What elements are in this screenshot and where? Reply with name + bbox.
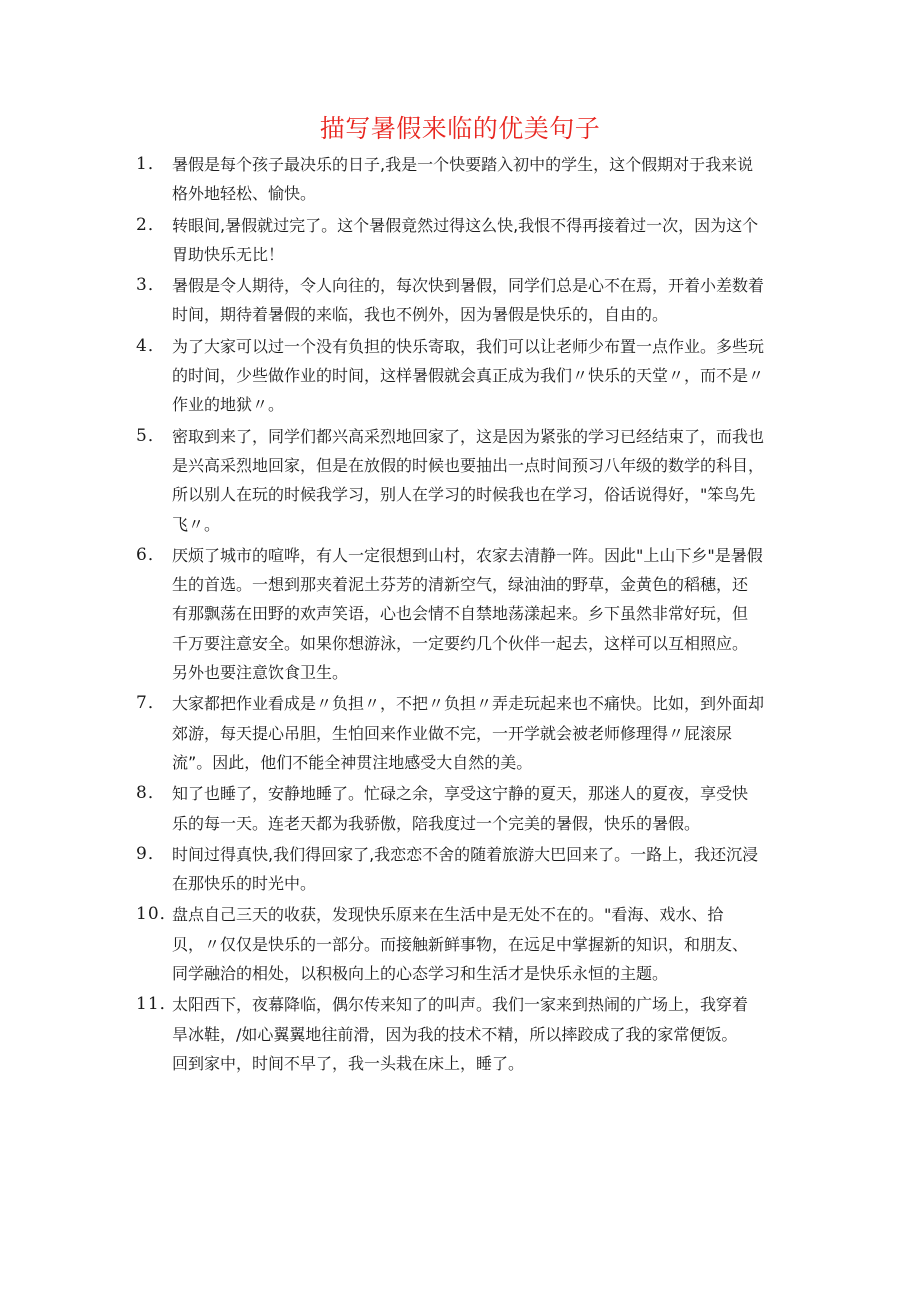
- item-text-line: 大家都把作业看成是〃负担〃，不把〃负担〃弄走玩起来也不痛快。比如，到外面却: [172, 694, 765, 714]
- item-text-line: 贝，〃仅仅是快乐的一部分。而接触新鲜事物，在远足中掌握新的知识，和朋友、: [172, 934, 749, 954]
- item-text-line: 时间过得真快,我们得回家了,我恋恋不舍的随着旅游大巴回来了。一路上，我还沉浸: [172, 844, 759, 864]
- item-text-line: 太阳西下，夜幕降临，偶尔传来知了的叫声。我们一家来到热闹的广场上，我穿着: [172, 995, 749, 1015]
- list-item: [136, 541, 800, 687]
- item-number: 9．: [136, 843, 166, 864]
- item-text-line: 飞〃。: [172, 514, 221, 534]
- item-text-line: 是兴高采烈地回家，但是在放假的时候也要抽出一点时间预习八年级的数学的科目，: [172, 455, 765, 475]
- item-text-line: 暑假是每个孩子最决乐的日子,我是一个快要踏入初中的学生，这个假期对于我来说: [172, 155, 754, 174]
- item-text-line: 厌烦了城市的喧哗，有人一定很想到山村，农家去清静一阵。因此"上山下乡"是暑假: [172, 545, 763, 565]
- list-item: [136, 689, 800, 777]
- document-title: 描写暑假来临的优美句子: [319, 114, 601, 143]
- item-text-line: 知了也睡了，安静地睡了。忙碌之余，享受这宁静的夏天，那迷人的夏夜，享受快: [172, 784, 749, 804]
- item-text-line: 千万要注意安全。如果你想游泳，一定要约几个伙伴一起去，这样可以互相照应。: [172, 633, 749, 653]
- item-text-line: 密取到来了，同学们都兴高采烈地回家了，这是因为紧张的学习已经结束了，而我也: [172, 426, 765, 446]
- item-text-line: 有那飘荡在田野的欢声笑语，心也会情不自禁地荡漾起来。乡下虽然非常好玩，但: [172, 604, 749, 624]
- item-number: 6．: [136, 544, 166, 565]
- list-item: [136, 271, 800, 330]
- list-item: [136, 211, 800, 270]
- item-number: 7．: [136, 693, 166, 714]
- item-text-line: 盘点自己三天的收获，发现快乐原来在生活中是无处不在的。"看海、戏水、拾: [172, 905, 724, 925]
- list-item: [136, 779, 800, 838]
- list-item: [136, 990, 800, 1078]
- item-text-line: 旱冰鞋，/如心翼翼地往前滑，因为我的技术不精，所以摔跤成了我的家常便饭。: [172, 1024, 738, 1044]
- item-text-line: 所以别人在玩的时候我学习，别人在学习的时候我也在学习，俗话说得好，"笨鸟先: [172, 485, 756, 505]
- item-number: 10．: [136, 904, 178, 925]
- item-text-line: 同学融洽的相处，以积极向上的心态学习和生活才是快乐永恒的主题。: [172, 964, 669, 984]
- item-text-line: 生的首选。一想到那夹着泥土芬芳的清新空气，绿油油的野草，金黄色的稻穗，还: [172, 575, 749, 595]
- item-text-line: 流”。因此，他们不能全神贯注地感受大自然的美。: [172, 752, 533, 772]
- sentence-list: [136, 150, 800, 1080]
- item-number: 3．: [136, 275, 166, 296]
- item-text-line: 为了大家可以过一个没有负担的快乐寄取，我们可以让老师少布置一点作业。多些玩: [172, 336, 765, 356]
- item-text-line: 乐的每一天。连老天都为我骄傲，陪我度过一个完美的暑假，快乐的暑假。: [172, 813, 701, 833]
- item-text-line: 转眼间,暑假就过完了。这个暑假竟然过得这么快,我恨不得再接着过一次，因为这个: [172, 215, 759, 235]
- list-item: [136, 900, 800, 988]
- item-text-line: 格外地轻松、愉快。: [172, 184, 317, 204]
- item-text-line: 另外也要注意饮食卫生。: [172, 663, 349, 683]
- item-number: 8．: [136, 783, 166, 804]
- list-item: [136, 422, 800, 539]
- list-item: [136, 332, 800, 420]
- item-text-line: 作业的地狱〃。: [172, 395, 285, 415]
- item-text-line: 暑假是令人期待，令人向往的，每次快到暑假，同学们总是心不在焉，开着小差数着: [172, 276, 765, 296]
- item-text-line: 时间，期待着暑假的来临，我也不例外，因为暑假是快乐的，自由的。: [172, 305, 669, 325]
- item-text-line: 胃助快乐无比！: [172, 244, 285, 264]
- item-text-line: 郊游，每天提心吊胆，生怕回来作业做不完，一开学就会被老师修理得〃屁滚尿: [172, 723, 733, 743]
- item-text-line: 回到家中，时间不早了，我一头栽在床上，睡了。: [172, 1053, 525, 1073]
- item-number: 4．: [136, 335, 166, 356]
- item-text-line: 在那快乐的时光中。: [172, 874, 317, 894]
- item-number: 11．: [136, 994, 178, 1015]
- item-number: 5．: [136, 425, 166, 446]
- item-text-line: 的时间，少些做作业的时间，这样暑假就会真正成为我们〃快乐的天堂〃，而不是〃: [172, 366, 765, 386]
- item-number: 1．: [136, 154, 166, 174]
- item-number: 2．: [136, 214, 166, 235]
- list-item: [136, 150, 800, 209]
- list-item: [136, 840, 800, 899]
